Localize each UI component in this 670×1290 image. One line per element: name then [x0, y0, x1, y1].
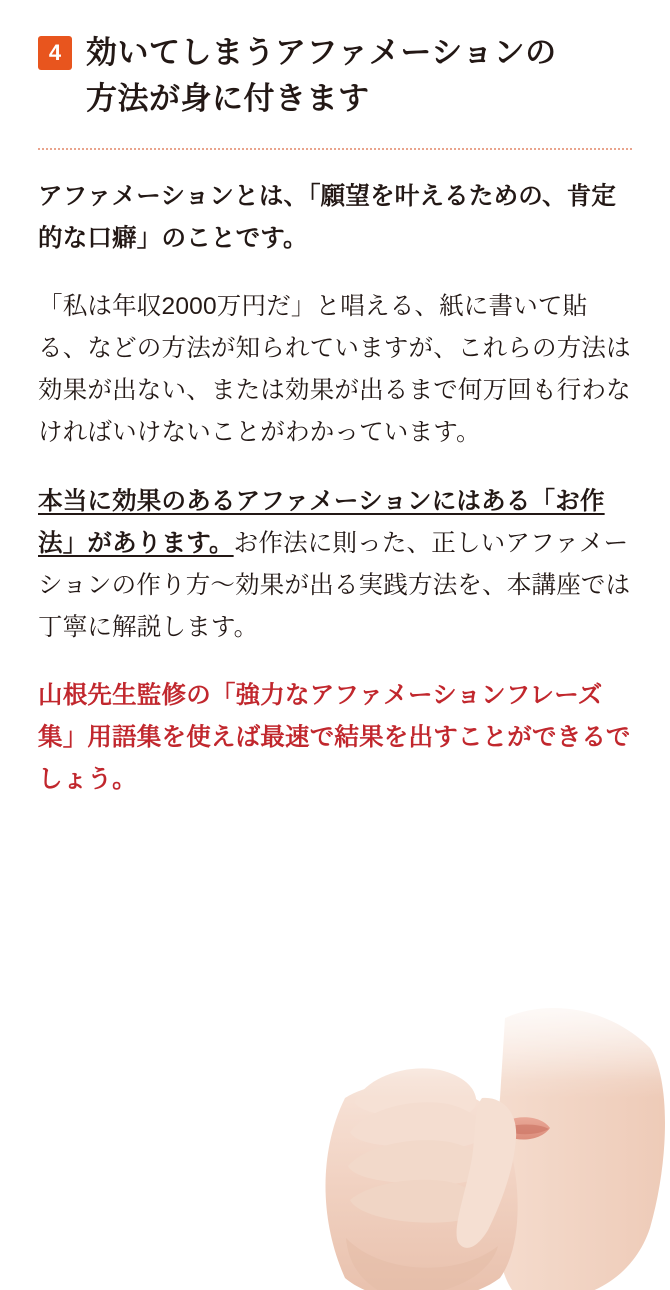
section-number-badge: 4: [38, 36, 72, 70]
paragraph-method: [38, 481, 632, 650]
section-heading: [0, 0, 670, 122]
emphasis-underlined-text: 本当に効果のあるアファメーションにはある「お作法」があります。: [38, 487, 605, 557]
page-title-line-1: 効いてしまうアファメーションの: [86, 35, 557, 70]
paragraph-explanation: 「私は年収2000万円だ」と唱える、紙に書いて貼る、などの方法が知られていますが、これらの方法は効果が出ない、または効果が出るまで何万回も行わなければいけないことがわかっています。: [38, 293, 631, 447]
page-title: [86, 30, 557, 122]
paragraph-method-rest: お作法に則った、正しいアファメーションの作り方〜効果が出る実践方法を、本講座では丁寧に解説します。: [38, 529, 631, 641]
body-copy: [0, 150, 670, 802]
paragraph-highlight: 山根先生監修の「強力なアファメーションフレーズ集」用語集を使えば最速で結果を出すことができるでしょう。: [38, 682, 631, 794]
whispering-hand-photo: [0, 960, 670, 1290]
photo-top-fade: [0, 960, 670, 1080]
paragraph-lead: アファメーションとは、「願望を叶えるための、肯定的な口癖」のことです。: [38, 182, 617, 252]
page-title-line-2: 方法が身に付きます: [86, 80, 370, 116]
